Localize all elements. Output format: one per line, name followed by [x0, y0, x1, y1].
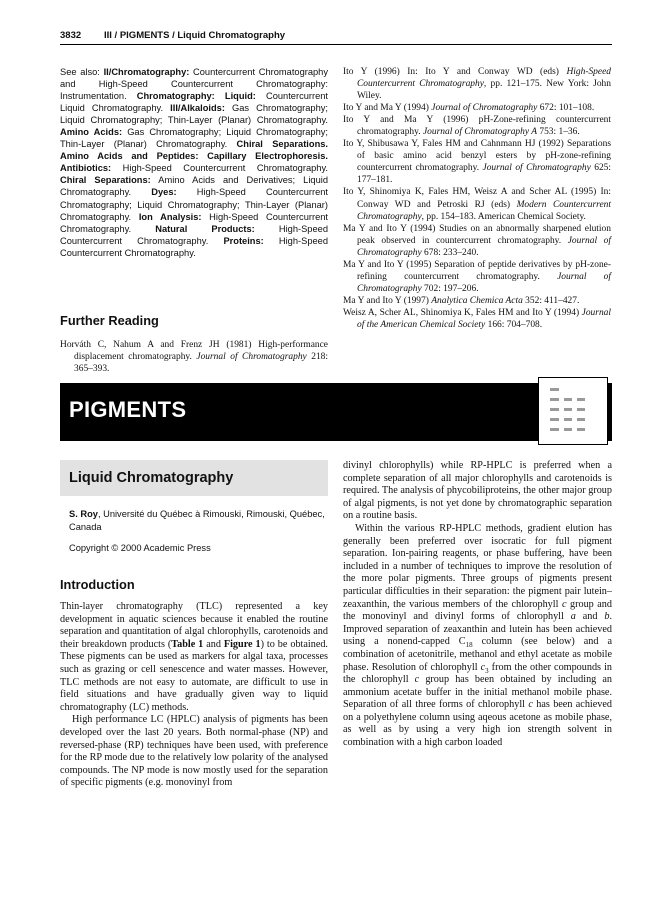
body-paragraph [60, 714, 328, 790]
author-name: S. Roy [69, 509, 98, 519]
body-text: c [414, 674, 420, 686]
see-also-text: Amino Acids and Derivatives; Liquid Chromatography. [60, 175, 328, 198]
further-reading-left [60, 339, 328, 375]
reference-entry [343, 114, 611, 138]
see-also-topic: Chromatography: Liquid: [136, 91, 256, 102]
see-also-topic: Proteins: [223, 235, 264, 246]
section-title: PIGMENTS [69, 397, 187, 422]
author-line [69, 508, 328, 534]
body-left-column [60, 601, 328, 790]
reference-text: , pp. 121–175. New York: John Wiley. [357, 79, 611, 102]
see-also-topic: Chiral Separations: [60, 175, 151, 186]
tlc-plate-icon [538, 377, 608, 445]
body-text: c [480, 661, 486, 673]
body-text: and [203, 638, 224, 650]
reference-text: Ma Y and Ito Y (1997) [343, 295, 432, 306]
reference-entry [343, 102, 611, 114]
reference-text: Weisz A, Scher AL, Shinomiya K, Fales HM and Ito Y (1994) [343, 307, 582, 318]
body-text: group and the monovinyl and divinyl forms of chlorophyll [343, 598, 612, 623]
body-text: has been achieved on a polyethylene column using aqeous acetone as mobile phase, as well as by using a very high ion strength solvent in combination with a high carbon loaded [343, 699, 612, 749]
reference-entry [343, 259, 611, 295]
body-paragraph [343, 523, 612, 750]
reference-journal: High-Speed Countercurrent Chromatography [357, 67, 611, 90]
see-also-text: High-Speed Countercurrent Chromatography. [60, 223, 328, 246]
reference-text: 678: 233–240. [421, 247, 479, 258]
body-paragraph [343, 460, 612, 523]
see-also-text: Gas Chromatography; Liquid Chromatography; Thin-Layer (Planar) Chromatography. [60, 103, 328, 126]
further-reading-heading: Further Reading [60, 313, 159, 328]
reference-text: Ma Y and Ito Y (1994) Studies on an abnormally sharpened elution peak observed in countercurrent chromatography. [343, 223, 611, 246]
reference-text: Ito Y and Ma Y (1994) [343, 103, 432, 114]
header-rule [60, 44, 612, 45]
reference-text: 672: 101–108. [537, 103, 595, 114]
see-also-topic: Amino Acids: [60, 127, 123, 138]
body-text: group has been obtained by including an ammonium acetate buffer in the initial methanol mobile phase. Separation of all three forms of chlorophyll [343, 674, 612, 711]
see-also-text: Gas Chromatography; Liquid Chromatography; Thin-Layer (Planar) Chromatography. [60, 127, 328, 150]
body-paragraph [60, 601, 328, 714]
body-text: Within the various RP-HPLC methods, gradient elution has generally been preferred over isocratic for full pigment separation. Ion-pairing reagents, or phase buffering, have been included in a number of techniques to improve the resolution of the more polar pigments. Three groups of pigments present particular difficulties in their separation: the pigment pair lutein–zeaxanthin, the various members of the chlorophyll [343, 522, 612, 610]
see-also-topic: Natural Products: [155, 223, 255, 234]
reference-text: 166: 704–708. [485, 319, 543, 330]
reference-text: Ito Y, Shinomiya K, Fales HM, Weisz A and Scher AL (1995) In: Conway WD and Petroski RJ (eds) [343, 187, 611, 210]
see-also-text: High-Speed Countercurrent Chromatography. [60, 235, 328, 258]
reference-journal: Journal of the American Chemical Society [357, 307, 611, 330]
reference-text: Ito Y, Shibusawa Y, Fales HM and Cahnmann HJ (1992) Separations of basic amino acid benzyl esters by pH-zone-refining countercurrent chromatography. [343, 139, 611, 174]
see-also-text: Countercurrent Liquid Chromatography. [60, 91, 328, 114]
see-also-text: See also: [60, 67, 104, 77]
reference-journal: Journal of Chromatography [196, 352, 307, 363]
page-number: 3832 [60, 30, 82, 41]
reference-text: Horváth C, Nahum A and Frenz JH (1981) High-performance displacement chromatography. [60, 340, 328, 363]
body-text: ) to be obtained. These pigments can be used as markers for algal taxa, processes such as grazing or cell senescence and water masses. However, TLC methods are not easy to automate, are difficult to use in field situations and have gradually given way to liquid chromatography (LC) methods. [60, 638, 328, 713]
reference-entry [343, 138, 611, 186]
see-also-text: High-Speed Countercurrent Chromatography. [60, 211, 328, 234]
article-title: Liquid Chromatography [69, 470, 234, 486]
see-also-topic: Dyes: [151, 187, 177, 198]
subscript: 3 [485, 666, 489, 675]
see-also-text: High-Speed Countercurrent Chromatography. [111, 163, 328, 174]
reference-text: Ma Y and Ito Y (1995) Separation of peptide derivatives by pH-zone-refining countercurrent chromatography. [343, 259, 611, 282]
subscript: 18 [465, 641, 473, 650]
reference-text: 702: 197–206. [421, 283, 479, 294]
author-affiliation: , Université du Québec à Rimouski, Rimouski, Québec, Canada [69, 509, 325, 532]
see-also-text: Countercurrent Chromatography and High-Speed Countercurrent Chromatography: Instrumentation. [60, 67, 328, 102]
reference-journal: Journal of Chromatography [482, 163, 591, 174]
reference-text: , pp. 154–183. American Chemical Society. [421, 211, 586, 222]
reference-entry [343, 66, 611, 102]
copyright-line: Copyright © 2000 Academic Press [69, 543, 211, 553]
section-banner [60, 383, 612, 441]
body-text: column (see below) and a combination of acetonitrile, methanol and ethyl acetate as mobile phase. Resolution of chlorophyll [343, 636, 613, 673]
body-text: High performance LC (HPLC) analysis of pigments has been developed over the last 20 years. Both normal-phase (NP) and reversed-phase (RP) techniques have been used, with preference for the RP mode due to the relatively low polarity of the analysed compounds. The NP mode is now mostly used for the separation of specific pigments (e.g. monovinyl from [60, 714, 328, 789]
reference-text: 753: 1–36. [537, 127, 580, 138]
body-text: a [570, 611, 576, 623]
body-text: Thin-layer chromatography (TLC) represented a key development in aquatic sciences because it enabled the routine separation and quantitation of algal chlorophylls, carotenoids and their breakdown products ( [60, 601, 328, 650]
see-also-topic: Ion Analysis: [138, 211, 202, 222]
running-title: III / PIGMENTS / Liquid Chromatography [104, 30, 286, 41]
reference-journal: Journal of Chromatography [357, 235, 611, 258]
body-text: and [575, 611, 605, 623]
reference-journal: Journal of Chromatography [357, 271, 611, 294]
reference-text: 625: 177–181. [357, 163, 612, 186]
body-text: divinyl chlorophylls) while RP-HPLC is preferred when a complete separation of all major chlorophylls and carotenoids is required. The analysis of phycobiliproteins, the other major group of algal pigments, is not yet done by chromatographic separation on a routine basis. [343, 460, 612, 522]
body-text: b [604, 611, 610, 623]
reference-journal: Analytica Chemica Acta [431, 295, 523, 306]
see-also-block [60, 66, 328, 259]
body-text: c [528, 699, 533, 711]
reference-entry [60, 339, 328, 375]
figure-reference: Table 1 [171, 638, 204, 650]
reference-text: Ito Y (1996) In: Ito Y and Conway WD (eds) [343, 67, 567, 77]
reference-text: 352: 411–427. [522, 295, 580, 306]
reference-journal: Journal of Chromatography [431, 103, 538, 114]
see-also-topic: Chiral Separations. Amino Acids and Peptides: Capillary Electrophoresis. Antibiotics: [60, 139, 328, 174]
body-right-column [343, 460, 612, 750]
reference-text: Ito Y and Ma Y (1996) pH-Zone-refining countercurrent chromatography. [343, 115, 611, 138]
reference-text: 218: 365–393. [74, 352, 329, 375]
reference-entry [343, 295, 611, 307]
reference-entry [343, 307, 611, 331]
reference-journal: Journal of Chromatography A [422, 127, 537, 138]
see-also-topic: III/Alkaloids: [170, 103, 225, 114]
reference-entry [343, 223, 611, 259]
reference-entry [343, 186, 611, 222]
introduction-heading: Introduction [60, 577, 135, 592]
reference-journal: Modern Countercurrent Chromatography [357, 199, 611, 222]
article-title-box [60, 460, 328, 496]
further-reading-right [343, 66, 611, 331]
figure-reference: Figure 1 [223, 638, 261, 650]
body-text: . Improved separation of zeaxanthin and lutein has been achieved using a nonend-capped C [343, 611, 612, 648]
body-text: from the other compounds in the chlorophyll [343, 661, 612, 686]
see-also-text: High-Speed Countercurrent Chromatography; Liquid Chromatography; Thin-Layer (Planar) Chromatography. [60, 187, 328, 222]
body-text: c [561, 598, 567, 610]
see-also-topic: II/Chromatography: [103, 67, 190, 77]
